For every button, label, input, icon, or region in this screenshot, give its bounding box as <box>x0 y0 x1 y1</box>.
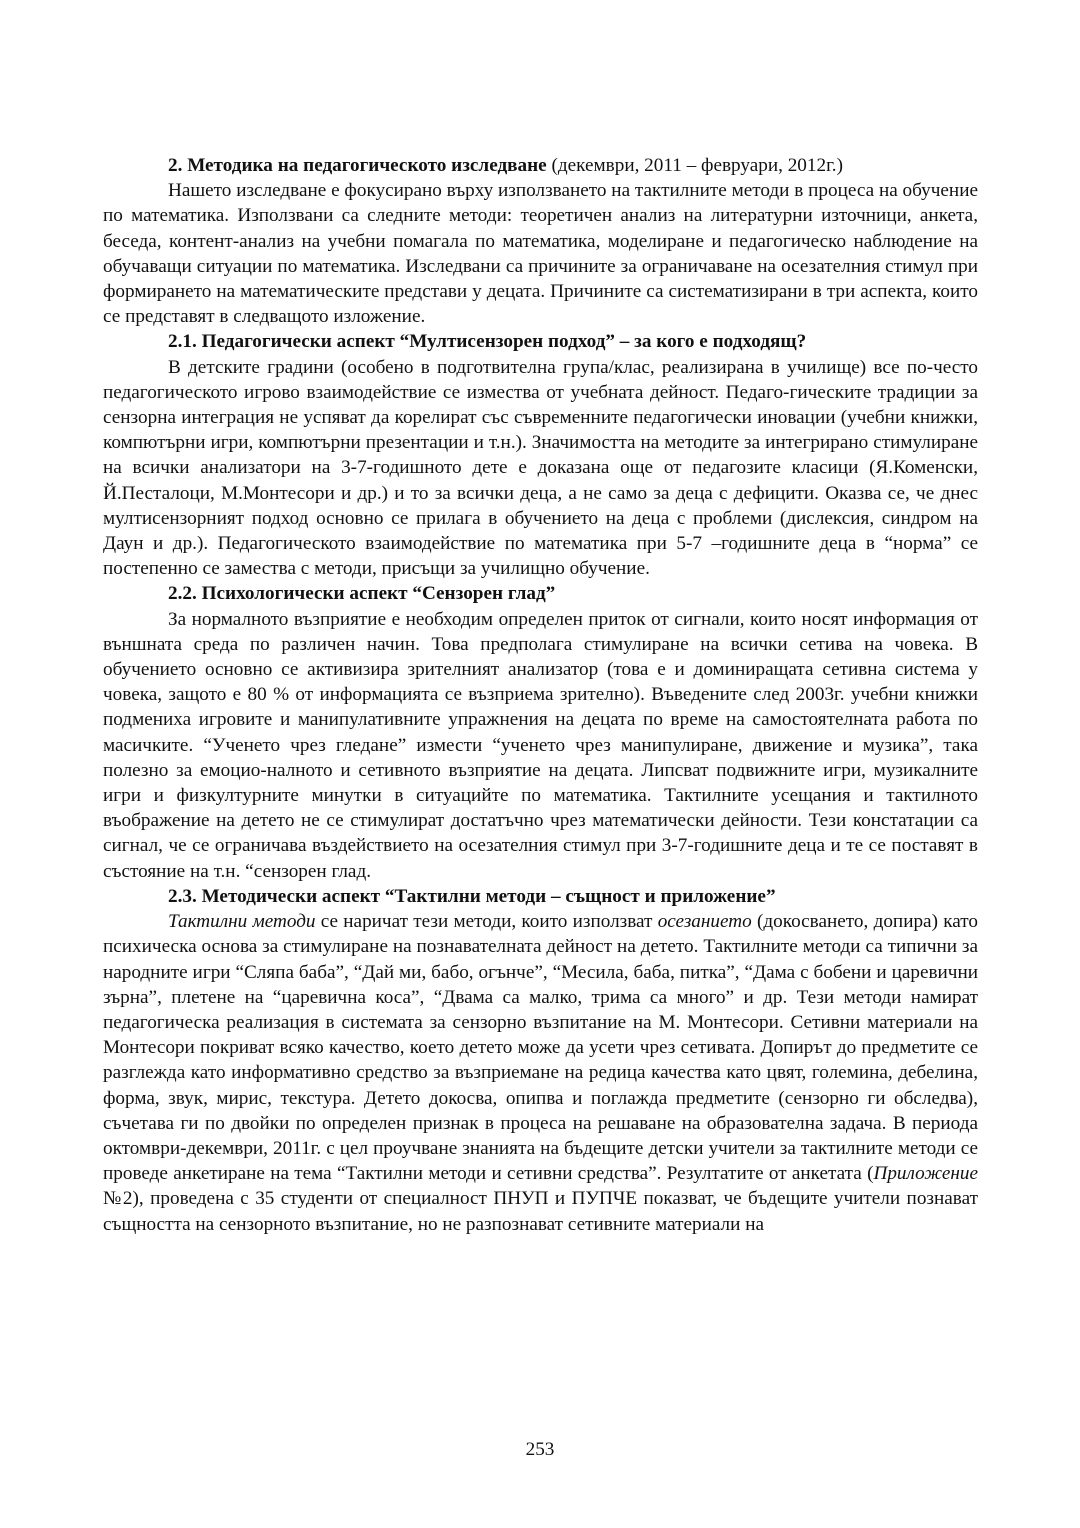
italic-term-tactile-methods: Тактилни методи <box>168 911 316 933</box>
italic-term-touch: осезанието <box>657 911 752 933</box>
section-2-3-heading <box>103 884 978 909</box>
section-2-1-heading-text: 2.1. Педагогически аспект “Мултисензорен подход” – за кого е подходящ? <box>168 331 807 353</box>
section-2-2-paragraph: За нормалното възприятие е необходим определен приток от сигнали, които носят информация от външната среда по различен начин. Това предполага стимулиране на всички сетива на човека. В обучението основно се активизира зрителният анализатор (това е и доминиращата сетивна система у човека, защото е 80 % от информацията се възприема зрително). Въведените след 2003г. учебни книжки подмениха игровите и манипулативните упражнения на децата по време на самостоятелната работа по масичките. “Ученето чрез гледане” измести “ученето чрез манипулиране, движение и музика”, така полезно за емоцио-налното и сетивното възприятие на децата. Липсват подвижните игри, музикалните игри и физкултурните минутки в ситуацийте по математика. Тактилните усещания и тактилното въображение на детето не се стимулират достатъчно чрез математически дейности. Тези констатации са сигнал, че се ограничава въздействието на осезателния стимул при 3-7-годишните деца и те се поставят в състояние на т.н. “сензорен глад. <box>103 608 978 882</box>
section-2-3-paragraph <box>103 909 978 1237</box>
paragraph-text-part: се наричат тези методи, които използват <box>315 911 658 933</box>
section-2-2-heading-text: 2.2. Психологически аспект “Сензорен глад” <box>168 583 556 605</box>
italic-term-appendix: Приложение <box>873 1163 978 1185</box>
paragraph-text-part: (докосването, допира) като психическа основа за стимулиране на познавателната дейност на детето. Тактилните методи са типични за народните игри “Сляпа баба”, “Дай ми, бабо, огънче”, “Месила, баба, питка”, “Дама с бобени и царевични зърна”, плетене на “царевична коса”, “Двама са малко, трима са много” и др. Тези методи намират педагогическа реализация в системата за сензорно възпитание на М. Монтесори. Сетивни материали на Монтесори покриват всяко качество, което детето може да усети чрез сетивата. Допирът до предметите се разглежда като информативно средство за възприемане на редица качества като цвят, големина, дебелина, форма, звук, мирис, текстура. Детето докосва, опипва и поглажда предметите (сензорно ги обследва), съчетава ги по двойки по определен признак в процеса на решаване на образователна задача. В периода октомври-декември, 2011г. с цел проучване знанията на бъдещите детски учители за тактилните методи се проведе анкетиране на тема “Тактилни методи и сетивни средства”. Резултатите от анкетата ( <box>103 911 978 1185</box>
document-body <box>103 153 978 1237</box>
page-number: 253 <box>525 1439 555 1460</box>
section-2-heading-bold: 2. Методика на педагогическото изследване <box>168 155 547 176</box>
section-2-paragraph: Нашето изследване е фокусирано върху използването на тактилните методи в процеса на обучение по математика. Използвани са следните методи: теоретичен анализ на литературни източници, анкета, беседа, контент-анализ на учебни помагала по математика, моделиране и педагогическо наблюдение на обучаващи ситуации по математика. Изследвани са причините за ограничаване на осезателния стимул при формирането на математическите представи у децата. Причините са систематизирани в три аспекта, които се представят в следващото изложение. <box>103 180 978 328</box>
section-2-3-heading-text: 2.3. Методически аспект “Тактилни методи – същност и приложение” <box>168 885 776 907</box>
paragraph-text-part: №2), проведена с 35 студенти от специалност ПНУП и ПУПЧЕ показват, че бъдещите учители познават същността на сензорното възпитание, но не разпознават сетивните материали на <box>103 1188 978 1235</box>
section-2-2-heading <box>103 581 978 606</box>
section-2-1-heading <box>103 329 978 354</box>
section-2-heading-dates: (декември, 2011 – февруари, 2012г.) <box>546 155 843 176</box>
section-2-1-paragraph: В детските градини (особено в подготвителна група/клас, реализирана в училище) все по-често педагогическото игрово взаимодействие се измества от учебната дейност. Педаго-гическите традиции за сензорна интеграция не успяват да корелират със съвременните педагогически иновации (учебни книжки, компютърни игри, компютърни презентации и т.н.). Значимостта на методите за интегрирано стимулиране на всички анализатори на 3-7-годишното дете е доказана още от педагозите класици (Я.Коменски, Й.Песталоци, М.Монтесори и др.) и то за всички деца, а не само за деца с дефицити. Оказва се, че днес мултисензорният подход основно се прилага в обучението на деца с проблеми (дислексия, синдром на Даун и др.). Педагогическото взаимодействие по математика при 5-7 –годишните деца в “норма” се постепенно се замества с методи, присъщи за училищно обучение. <box>103 356 978 580</box>
section-2-heading <box>103 153 978 178</box>
